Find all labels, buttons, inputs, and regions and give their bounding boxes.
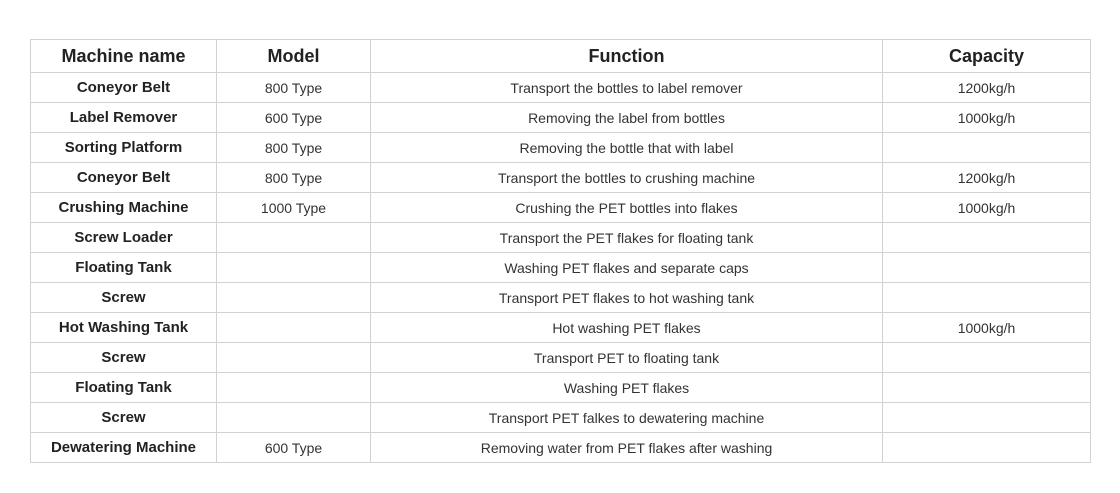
model-cell <box>217 223 371 253</box>
function-cell: Transport PET to floating tank <box>371 343 883 373</box>
table-row <box>31 433 1091 463</box>
function-cell: Transport the PET flakes for floating tank <box>371 223 883 253</box>
table-row <box>31 343 1091 373</box>
machine-name-cell: Screw Loader <box>31 223 217 253</box>
table-row <box>31 103 1091 133</box>
machine-name-cell: Coneyor Belt <box>31 163 217 193</box>
machine-name-cell: Coneyor Belt <box>31 73 217 103</box>
function-cell: Hot washing PET flakes <box>371 313 883 343</box>
function-cell: Washing PET flakes <box>371 373 883 403</box>
model-cell <box>217 283 371 313</box>
machine-name-cell: Label Remover <box>31 103 217 133</box>
header-model: Model <box>217 40 371 73</box>
function-cell: Removing water from PET flakes after washing <box>371 433 883 463</box>
function-cell: Transport PET falkes to dewatering machine <box>371 403 883 433</box>
table-header <box>31 40 1091 73</box>
capacity-cell <box>883 133 1091 163</box>
capacity-cell <box>883 223 1091 253</box>
capacity-cell <box>883 403 1091 433</box>
model-cell: 800 Type <box>217 133 371 163</box>
machine-name-cell: Sorting Platform <box>31 133 217 163</box>
table-row <box>31 253 1091 283</box>
model-cell <box>217 343 371 373</box>
model-cell: 600 Type <box>217 433 371 463</box>
function-cell: Transport the bottles to label remover <box>371 73 883 103</box>
table-row <box>31 223 1091 253</box>
table-row <box>31 193 1091 223</box>
table-row <box>31 133 1091 163</box>
model-cell <box>217 253 371 283</box>
capacity-cell: 1000kg/h <box>883 313 1091 343</box>
function-cell: Removing the bottle that with label <box>371 133 883 163</box>
table-row <box>31 163 1091 193</box>
machine-name-cell: Screw <box>31 343 217 373</box>
model-cell: 800 Type <box>217 73 371 103</box>
capacity-cell <box>883 373 1091 403</box>
function-cell: Transport PET flakes to hot washing tank <box>371 283 883 313</box>
table-body <box>31 73 1091 463</box>
machine-name-cell: Floating Tank <box>31 373 217 403</box>
header-row <box>31 40 1091 73</box>
capacity-cell: 1200kg/h <box>883 73 1091 103</box>
capacity-cell: 1000kg/h <box>883 193 1091 223</box>
machine-name-cell: Screw <box>31 403 217 433</box>
function-cell: Washing PET flakes and separate caps <box>371 253 883 283</box>
function-cell: Crushing the PET bottles into flakes <box>371 193 883 223</box>
table-row <box>31 403 1091 433</box>
model-cell <box>217 313 371 343</box>
header-capacity: Capacity <box>883 40 1091 73</box>
model-cell: 1000 Type <box>217 193 371 223</box>
capacity-cell <box>883 283 1091 313</box>
model-cell <box>217 373 371 403</box>
machine-name-cell: Floating Tank <box>31 253 217 283</box>
machine-name-cell: Hot Washing Tank <box>31 313 217 343</box>
model-cell: 600 Type <box>217 103 371 133</box>
table-row <box>31 373 1091 403</box>
machine-spec-table <box>30 39 1091 463</box>
machine-name-cell: Crushing Machine <box>31 193 217 223</box>
capacity-cell <box>883 433 1091 463</box>
machine-name-cell: Screw <box>31 283 217 313</box>
function-cell: Removing the label from bottles <box>371 103 883 133</box>
capacity-cell: 1000kg/h <box>883 103 1091 133</box>
capacity-cell: 1200kg/h <box>883 163 1091 193</box>
header-function: Function <box>371 40 883 73</box>
table-row <box>31 73 1091 103</box>
table-row <box>31 313 1091 343</box>
table-row <box>31 283 1091 313</box>
model-cell <box>217 403 371 433</box>
model-cell: 800 Type <box>217 163 371 193</box>
capacity-cell <box>883 343 1091 373</box>
function-cell: Transport the bottles to crushing machine <box>371 163 883 193</box>
capacity-cell <box>883 253 1091 283</box>
machine-name-cell: Dewatering Machine <box>31 433 217 463</box>
header-machine-name: Machine name <box>31 40 217 73</box>
